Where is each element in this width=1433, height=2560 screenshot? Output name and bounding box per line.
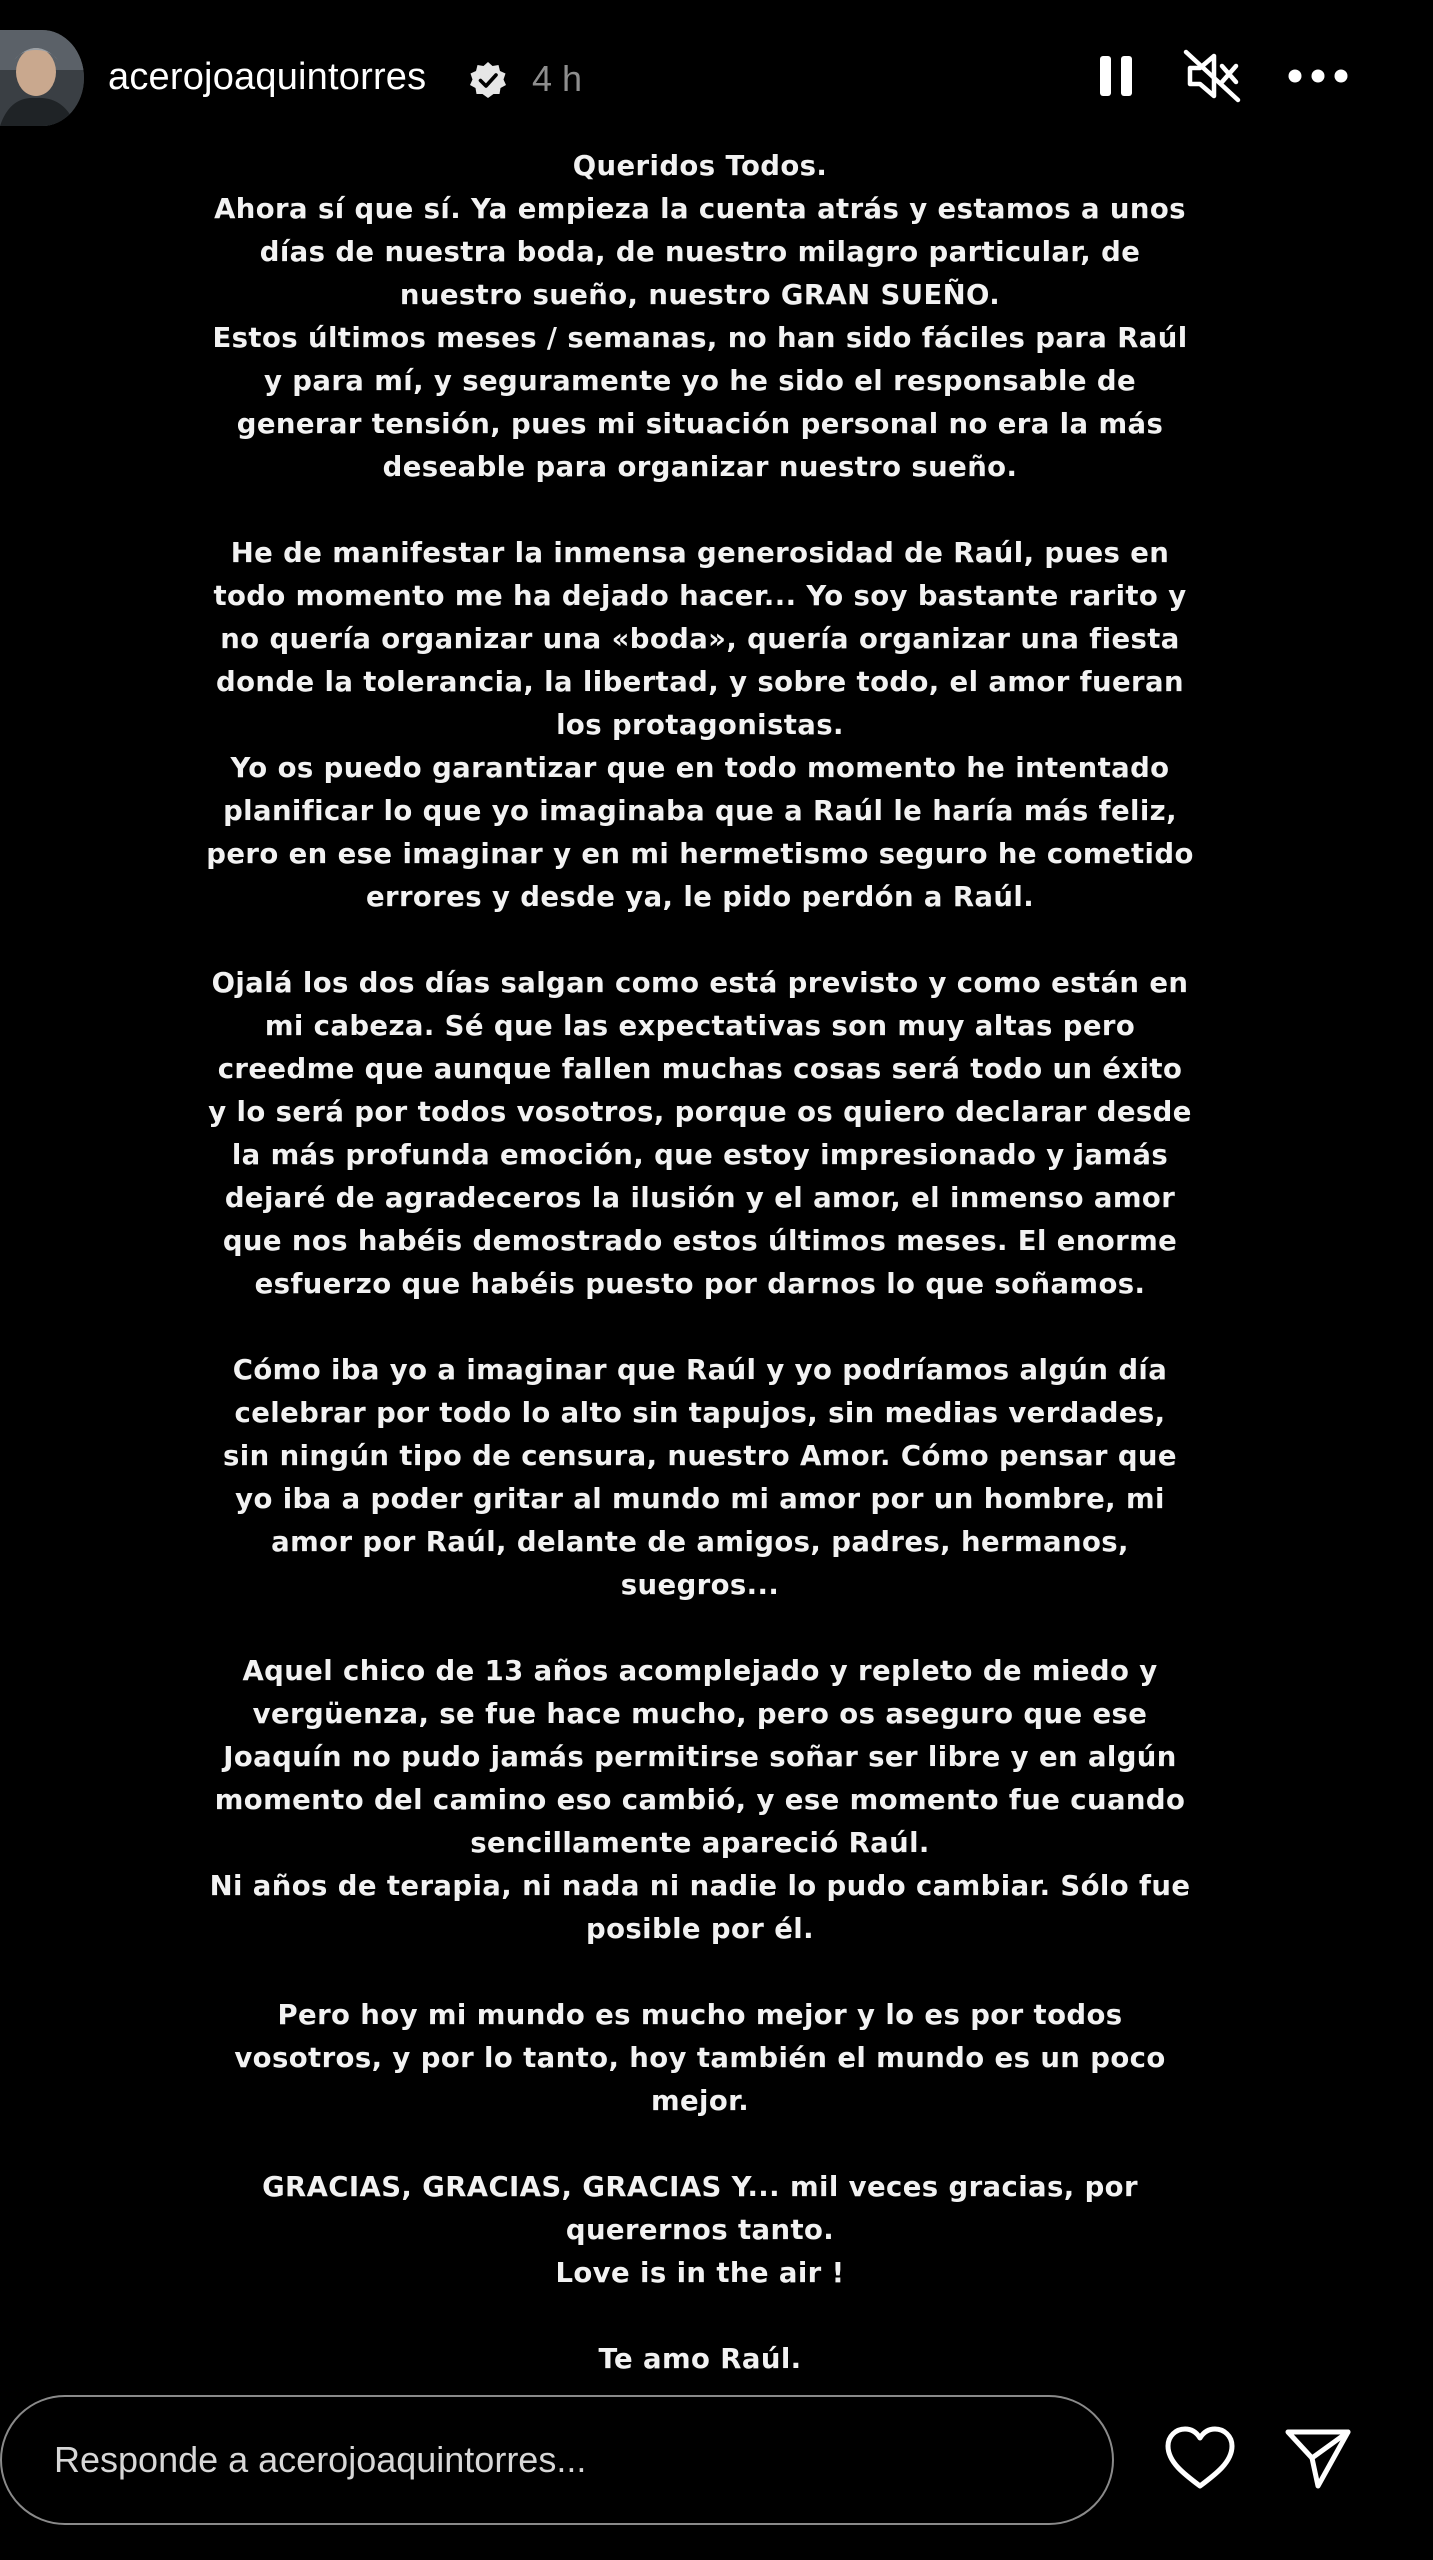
message-line: GRACIAS, GRACIAS, GRACIAS Y... mil veces gracias, por (262, 2171, 1138, 2203)
message-line: la más profunda emoción, que estoy impresionado y jamás (231, 1139, 1169, 1171)
message-line: Ahora sí que sí. Ya empieza la cuenta atrás y estamos a unos (214, 193, 1186, 225)
message-line: nuestro sueño, nuestro GRAN SUEÑO. (399, 279, 1001, 311)
message-line: momento del camino eso cambió, y ese momento fue cuando (214, 1784, 1186, 1816)
story-message (120, 145, 1280, 2381)
message-line: donde la tolerancia, la libertad, y sobre todo, el amor fueran (216, 666, 1184, 698)
message-line: Love is in the air ! (555, 2257, 845, 2289)
message-line: sencillamente apareció Raúl. (470, 1827, 930, 1859)
message-line: Estos últimos meses / semanas, no han sido fáciles para Raúl (212, 322, 1188, 354)
message-line: querernos tanto. (565, 2214, 835, 2246)
message-line: deseable para organizar nuestro sueño. (382, 451, 1018, 483)
post-time: 4 h (532, 58, 583, 99)
speaker-muted-icon (1182, 48, 1242, 109)
message-line: He de manifestar la inmensa generosidad de Raúl, pues en (230, 537, 1170, 569)
message-line: planificar lo que yo imaginaba que a Raúl le haría más feliz, (223, 795, 1177, 827)
message-line: esfuerzo que habéis puesto por darnos lo que soñamos. (254, 1268, 1146, 1300)
message-line: Ojalá los dos días salgan como está previsto y como están en (211, 967, 1189, 999)
more-options-icon (1287, 68, 1349, 89)
message-line: mi cabeza. Sé que las expectativas son muy altas pero (264, 1010, 1136, 1042)
verified-badge-icon (468, 60, 508, 100)
paragraph-gap (120, 1306, 1280, 1349)
reply-input[interactable] (0, 2395, 1114, 2525)
paragraph-gap (120, 919, 1280, 962)
paragraph-gap (120, 1951, 1280, 1994)
message-line: dejaré de agradeceros la ilusión y el amor, el inmenso amor (224, 1182, 1176, 1214)
message-line: generar tensión, pues mi situación personal no era la más (236, 408, 1164, 440)
message-line: Yo os puedo garantizar que en todo momento he intentado (230, 752, 1170, 784)
message-line: Cómo iba yo a imaginar que Raúl y yo podríamos algún día (232, 1354, 1168, 1386)
pause-icon (1096, 52, 1136, 105)
story-header (0, 0, 1433, 150)
message-line: no quería organizar una «boda», quería organizar una fiesta (220, 623, 1180, 655)
message-line: Pero hoy mi mundo es mucho mejor y lo es por todos (277, 1999, 1123, 2031)
message-line: Joaquín no pudo jamás permitirse soñar ser libre y en algún (223, 1741, 1177, 1773)
message-line: Aquel chico de 13 años acomplejado y repleto de miedo y (242, 1655, 1158, 1687)
like-button[interactable] (1160, 2420, 1240, 2500)
message-line: Ni años de terapia, ni nada ni nadie lo pudo cambiar. Sólo fue (209, 1870, 1191, 1902)
message-line: sin ningún tipo de censura, nuestro Amor. Cómo pensar que (223, 1440, 1177, 1472)
mute-button[interactable] (1180, 46, 1244, 110)
message-line: amor por Raúl, delante de amigos, padres, hermanos, (271, 1526, 1129, 1558)
paragraph-gap (120, 1607, 1280, 1650)
avatar-image (0, 30, 84, 126)
message-line: vergüenza, se fue hace mucho, pero os aseguro que ese (252, 1698, 1148, 1730)
message-line: que nos habéis demostrado estos últimos meses. El enorme (222, 1225, 1178, 1257)
message-line: posible por él. (586, 1913, 814, 1945)
message-line: todo momento me ha dejado hacer... Yo soy bastante rarito y (213, 580, 1187, 612)
paragraph-gap (120, 489, 1280, 532)
send-icon (1284, 2426, 1352, 2495)
paragraph-gap (120, 2295, 1280, 2338)
heart-icon (1164, 2426, 1236, 2495)
pause-button[interactable] (1084, 46, 1148, 110)
message-line: y lo será por todos vosotros, porque os quiero declarar desde (208, 1096, 1192, 1128)
message-line: días de nuestra boda, de nuestro milagro particular, de (259, 236, 1141, 268)
more-options-button[interactable] (1286, 46, 1350, 110)
username[interactable]: acerojoaquintorres (108, 56, 427, 98)
message-line: celebrar por todo lo alto sin tapujos, sin medias verdades, (234, 1397, 1166, 1429)
message-line: pero en ese imaginar y en mi hermetismo seguro he cometido (206, 838, 1194, 870)
message-line: creedme que aunque fallen muchas cosas será todo un éxito (217, 1053, 1183, 1085)
paragraph-gap (120, 2123, 1280, 2166)
message-line: suegros... (620, 1569, 780, 1601)
message-line: mejor. (650, 2085, 750, 2117)
message-line: Te amo Raúl. (598, 2343, 802, 2375)
message-line: errores y desde ya, le pido perdón a Raúl. (365, 881, 1035, 913)
message-line: los protagonistas. (556, 709, 844, 741)
message-line: vosotros, y por lo tanto, hoy también el mundo es un poco (234, 2042, 1166, 2074)
avatar[interactable] (0, 30, 84, 126)
message-line: Queridos Todos. (572, 150, 828, 182)
message-line: y para mí, y seguramente yo he sido el responsable de (263, 365, 1137, 397)
share-button[interactable] (1278, 2420, 1358, 2500)
message-line: yo iba a poder gritar al mundo mi amor por un hombre, mi (235, 1483, 1165, 1515)
